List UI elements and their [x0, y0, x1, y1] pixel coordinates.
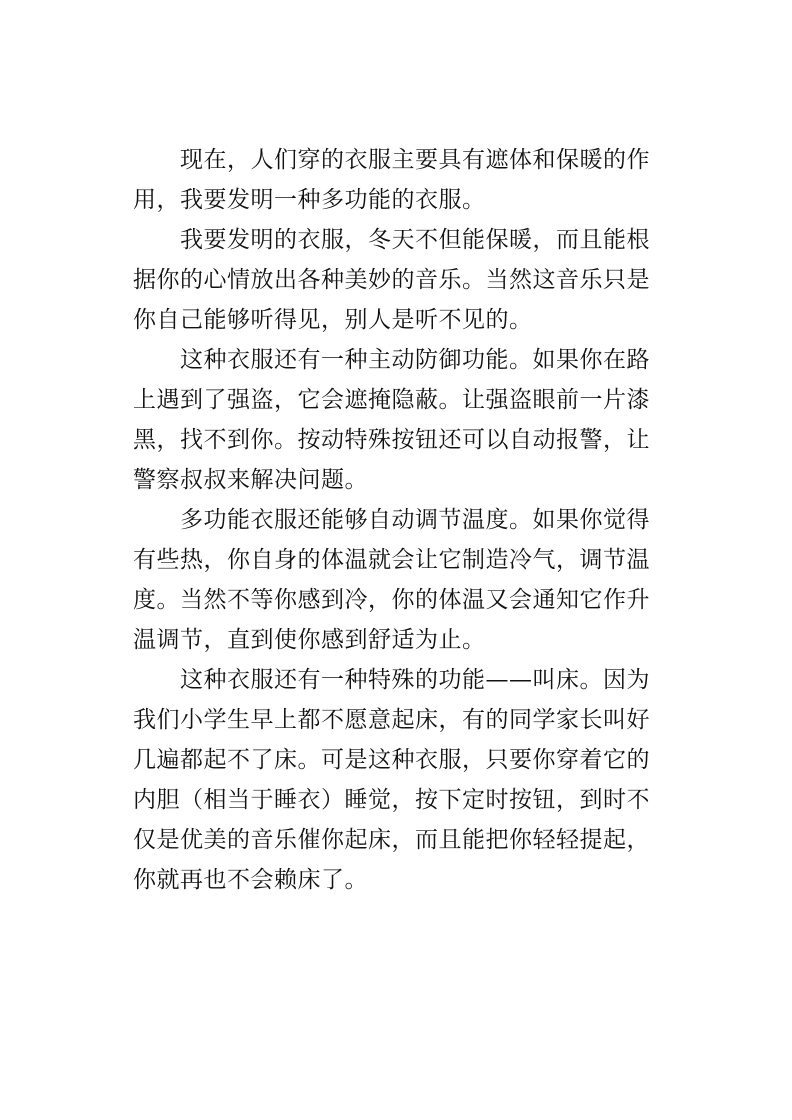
text-line: 我要发明的衣服，冬天不但能保暖，而且能根: [180, 227, 650, 253]
text-line: 几遍都起不了床。可是这种衣服，只要你穿着它的: [133, 747, 650, 773]
text-line: 这种衣服还有一种特殊的功能——叫床。因为: [180, 667, 650, 693]
text-line: 你自己能够听得见，别人是听不见的。: [133, 307, 533, 333]
text-line: 多功能衣服还能够自动调节温度。如果你觉得: [180, 507, 650, 533]
text-line: 上遇到了强盗，它会遮掩隐蔽。让强盗眼前一片漆: [133, 387, 650, 413]
text-line: 温调节，直到使你感到舒适为止。: [133, 627, 486, 653]
text-line: 现在，人们穿的衣服主要具有遮体和保暖的作: [180, 147, 650, 173]
essay-text: [133, 140, 665, 900]
text-line: 有些热，你自身的体温就会让它制造冷气，调节温: [133, 547, 650, 573]
text-line: 我们小学生早上都不愿意起床，有的同学家长叫好: [133, 707, 650, 733]
text-line: 内胆（相当于睡衣）睡觉，按下定时按钮，到时不: [133, 787, 650, 813]
text-line: 你就再也不会赖床了。: [133, 867, 368, 893]
text-line: 黑，找不到你。按动特殊按钮还可以自动报警，让: [133, 427, 650, 453]
text-line: 据你的心情放出各种美妙的音乐。当然这音乐只是: [133, 267, 650, 293]
text-line: 这种衣服还有一种主动防御功能。如果你在路: [180, 347, 650, 373]
text-line: 警察叔叔来解决问题。: [133, 467, 368, 493]
text-line: 度。当然不等你感到冷，你的体温又会通知它作升: [133, 587, 650, 613]
text-line: 仅是优美的音乐催你起床，而且能把你轻轻提起，: [133, 827, 650, 853]
text-line: 用，我要发明一种多功能的衣服。: [133, 187, 486, 213]
